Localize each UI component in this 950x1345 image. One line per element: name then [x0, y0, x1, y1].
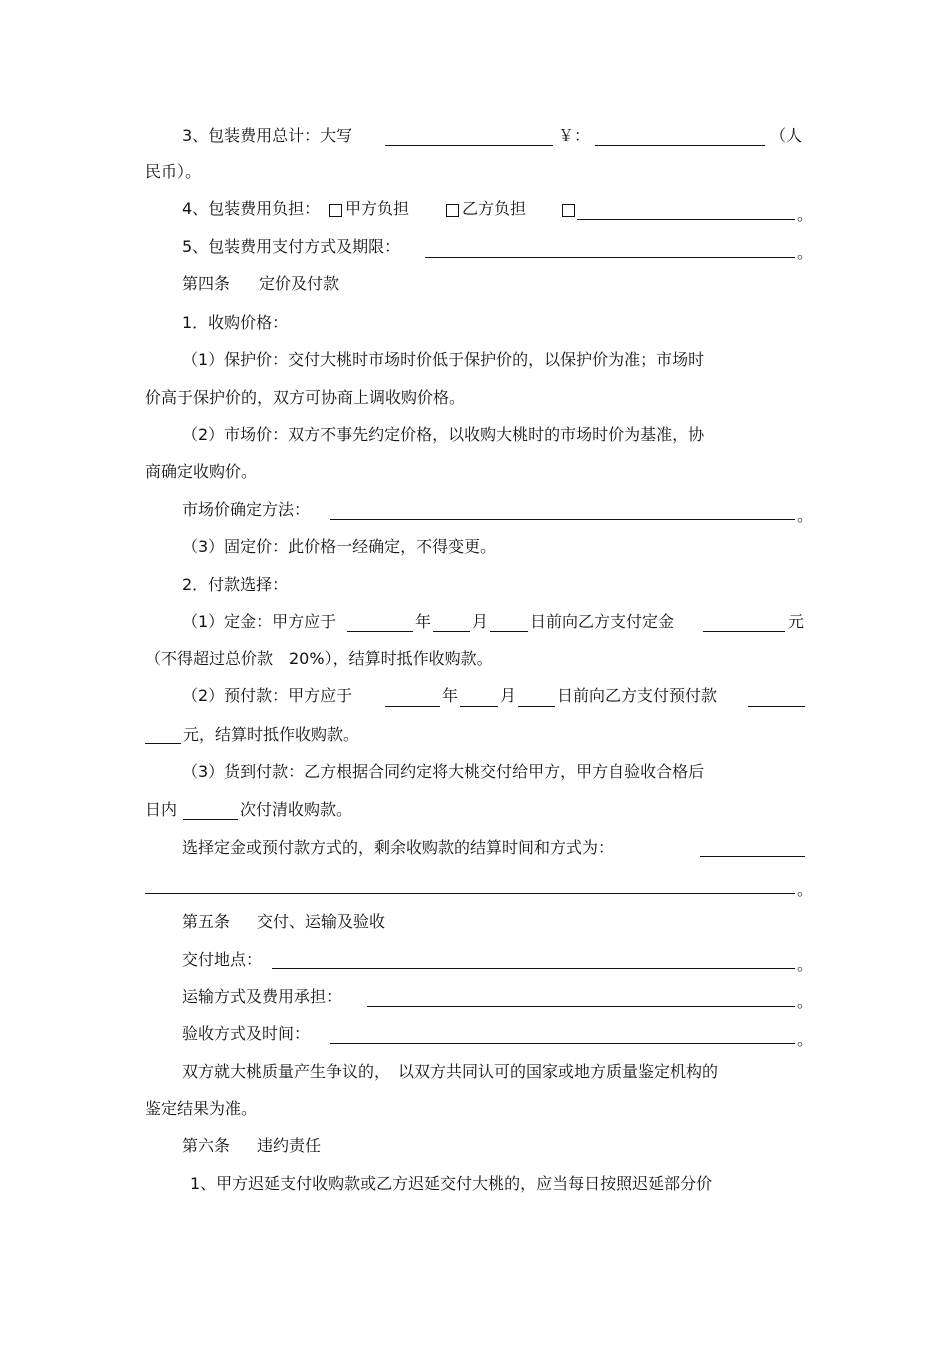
- pay-heading: 2．付款选择：: [182, 575, 289, 594]
- remain-text: 选择定金或预付款方式的，剩余收购款的结算时间和方式为：: [182, 838, 615, 857]
- deposit-year: 年: [415, 612, 432, 631]
- price-p2a: （2）市场价：双方不事先约定价格，以收购大桃时的市场时价为基准，协: [182, 425, 705, 444]
- deposit-year-blank[interactable]: [347, 631, 413, 632]
- place-blank[interactable]: [272, 968, 795, 969]
- transport-blank[interactable]: [367, 1006, 795, 1007]
- advance-year: 年: [442, 686, 459, 705]
- art4-title: 第四条: [182, 274, 231, 293]
- place-label: 交付地点：: [182, 950, 263, 969]
- cod-pre: 日内: [145, 800, 178, 819]
- party-b-label: 乙方负担: [462, 199, 527, 218]
- other-checkbox[interactable]: [562, 204, 575, 217]
- item3-yen: ￥：: [558, 126, 591, 145]
- cod-days-blank[interactable]: [183, 819, 238, 820]
- price-p2b: 商确定收购价。: [145, 462, 258, 481]
- remain-period: 。: [797, 880, 814, 899]
- cod-post: 次付清收购款。: [240, 800, 353, 819]
- item5-period: 。: [797, 243, 814, 262]
- advance-year-blank[interactable]: [385, 706, 440, 707]
- item3-cont: 民币）。: [145, 162, 202, 181]
- item3-text: 3、包装费用总计：大写: [182, 126, 353, 145]
- price-method: 市场价确定方法：: [182, 500, 311, 519]
- deposit-mid: 日前向乙方支付定金: [530, 612, 675, 631]
- price-p3: （3）固定价：此价格一经确定，不得变更。: [182, 537, 497, 556]
- art4-name: 定价及付款: [259, 274, 340, 293]
- remain-blank-2[interactable]: [145, 893, 795, 894]
- item3-capital-blank[interactable]: [385, 145, 553, 146]
- item3-tail: （人: [770, 126, 803, 145]
- art6-title: 第六条: [182, 1136, 231, 1155]
- dispute-line2: 鉴定结果为准。: [145, 1099, 258, 1118]
- art5-title: 第五条: [182, 912, 231, 931]
- item4-text: 4、包装费用负担：: [182, 199, 321, 218]
- remain-blank-1[interactable]: [700, 856, 805, 857]
- deposit-month-blank[interactable]: [433, 631, 470, 632]
- item4-other-blank[interactable]: [577, 219, 795, 220]
- deposit-pre: （1）定金：甲方应于: [182, 612, 337, 631]
- inspect-blank[interactable]: [330, 1043, 795, 1044]
- place-period: 。: [797, 955, 814, 974]
- advance-pre: （2）预付款：甲方应于: [182, 686, 353, 705]
- party-a-label: 甲方负担: [345, 199, 410, 218]
- price-method-period: 。: [797, 506, 814, 525]
- deposit-yuan: 元: [788, 612, 805, 631]
- advance-mid: 日前向乙方支付预付款: [557, 686, 718, 705]
- item5-blank[interactable]: [425, 257, 795, 258]
- dispute-line1: 双方就大桃质量产生争议的， 以双方共同认可的国家或地方质量鉴定机构的: [182, 1062, 719, 1081]
- cod-line1: （3）货到付款：乙方根据合同约定将大桃交付给甲方，甲方自验收合格后: [182, 762, 705, 781]
- price-p1b: 价高于保护价的，双方可协商上调收购价格。: [145, 388, 466, 407]
- advance-day-blank[interactable]: [518, 706, 555, 707]
- deposit-month: 月: [472, 612, 489, 631]
- price-p1a: （1）保护价：交付大桃时市场时价低于保护价的，以保护价为准；市场时: [182, 350, 705, 369]
- advance-line2: 元，结算时抵作收购款。: [183, 725, 360, 744]
- inspect-period: 。: [797, 1030, 814, 1049]
- deposit-line2: （不得超过总价款 20%），结算时抵作收购款。: [145, 649, 493, 668]
- art6-name: 违约责任: [257, 1136, 322, 1155]
- advance-amount-blank-2[interactable]: [145, 743, 181, 744]
- art5-name: 交付、运输及验收: [257, 912, 386, 931]
- item4-period: 。: [797, 205, 814, 224]
- art6-item1: 1、甲方迟延支付收购款或乙方迟延交付大桃的，应当每日按照迟延部分价: [190, 1174, 713, 1193]
- item3-amount-blank[interactable]: [595, 145, 765, 146]
- party-b-checkbox[interactable]: [446, 204, 459, 217]
- item5-text: 5、包装费用支付方式及期限：: [182, 237, 401, 256]
- advance-month: 月: [500, 686, 517, 705]
- advance-amount-blank-1[interactable]: [748, 706, 805, 707]
- deposit-day-blank[interactable]: [490, 631, 528, 632]
- party-a-checkbox[interactable]: [329, 204, 342, 217]
- transport-label: 运输方式及费用承担：: [182, 987, 343, 1006]
- advance-month-blank[interactable]: [460, 706, 498, 707]
- deposit-amount-blank[interactable]: [703, 631, 785, 632]
- inspect-label: 验收方式及时间：: [182, 1024, 311, 1043]
- price-method-blank[interactable]: [330, 519, 795, 520]
- price-heading: 1．收购价格：: [182, 313, 289, 332]
- transport-period: 。: [797, 992, 814, 1011]
